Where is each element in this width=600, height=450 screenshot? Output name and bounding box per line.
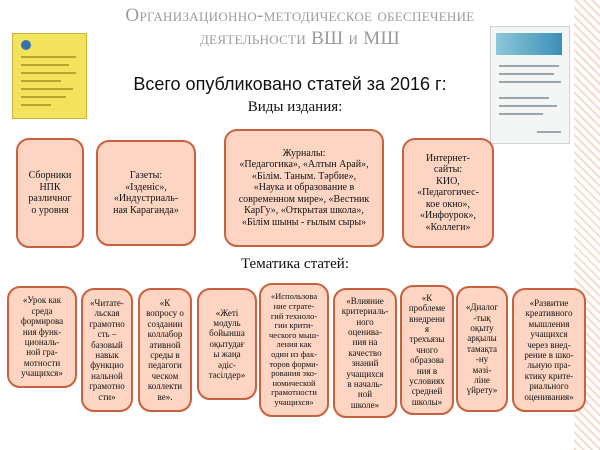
slide-title-line-2: деятельности ВШ и МШ bbox=[200, 28, 400, 49]
topic-box-1 bbox=[7, 286, 77, 388]
topic-box-5 bbox=[259, 283, 329, 417]
journal-cover-band bbox=[496, 33, 562, 55]
publication-type-box-1 bbox=[16, 138, 84, 248]
journal-cover-thumbnail-right bbox=[490, 26, 570, 144]
publication-type-label: Сборники НПК различног о уровня bbox=[28, 170, 72, 216]
topic-label: «К вопросу о создании коллабор ативной среды в педагоги ческом коллекти ве». bbox=[146, 297, 184, 402]
topic-label: «Влияние критериаль- ного оценива- ния на качество знаний учащихся в началь- ной школе» bbox=[341, 295, 389, 410]
certificate-thumbnail-left bbox=[12, 33, 87, 119]
topic-box-4 bbox=[197, 288, 257, 400]
publication-type-box-4 bbox=[402, 138, 494, 248]
topic-box-2 bbox=[81, 288, 133, 412]
publication-total-headline: Всего опубликовано статей за 2016 г: bbox=[133, 74, 447, 94]
publication-types-heading: Виды издания: bbox=[247, 99, 343, 115]
slide-title-line-1: Организационно-методическое обеспечение bbox=[125, 5, 475, 26]
topic-label: «Жеті модуль бойынша оқытудағ ы жаңа әдіс- тәсілдер» bbox=[208, 307, 246, 381]
topic-label: «К проблеме внедрени я трехъязы чного образова ния в условиях средней школы» bbox=[408, 292, 446, 407]
topic-box-7 bbox=[400, 285, 454, 415]
topic-box-3 bbox=[138, 288, 192, 412]
topic-label: «Читате- льская грамотно сть – базовый навык функцио нальной грамотно сти» bbox=[89, 297, 125, 402]
topic-label: «Урок как среда формирова ния функ- циональ- ной гра- мотности учащихся» bbox=[20, 295, 64, 379]
topic-label: «Развитие креативного мышления учащихся через внед- рение в шко- льную пра- ктику крите- риального оценивания» bbox=[524, 297, 574, 402]
publication-type-label: Газеты: «Ізденіс», «Индустриаль- ная Караганда» bbox=[113, 170, 179, 216]
topic-label: «Использова ние страте- гий техноло- гии крити- ческого мыш- ления как один из фак- торов форми- рования эко- номической грамотности учащихся» bbox=[268, 291, 320, 407]
topic-box-9 bbox=[512, 288, 586, 412]
topic-box-8 bbox=[456, 286, 508, 412]
publication-type-label: Журналы: «Педагогика», «Алтын Арай», «Білім. Таным. Тәрбие», «Наука и образование в современном мире», «Вестник КарГу», «Открытая школа», «Білім шыны - ғылым сыры» bbox=[238, 147, 370, 228]
seal-icon bbox=[21, 40, 31, 50]
publication-type-box-2 bbox=[96, 140, 196, 246]
topics-heading: Тематика статей: bbox=[240, 256, 350, 272]
topic-label: «Диалог -тық оқыту арқылы тамақта -ну мәзі- ліне үйрету» bbox=[465, 302, 499, 396]
slide-title bbox=[40, 4, 560, 50]
publication-type-label: Интернет- сайты: КИО, «Педагогичес- кое окно», «Инфоурок», «Коллеги» bbox=[417, 152, 479, 233]
topic-box-6 bbox=[333, 288, 397, 418]
publication-type-box-3 bbox=[224, 129, 384, 247]
